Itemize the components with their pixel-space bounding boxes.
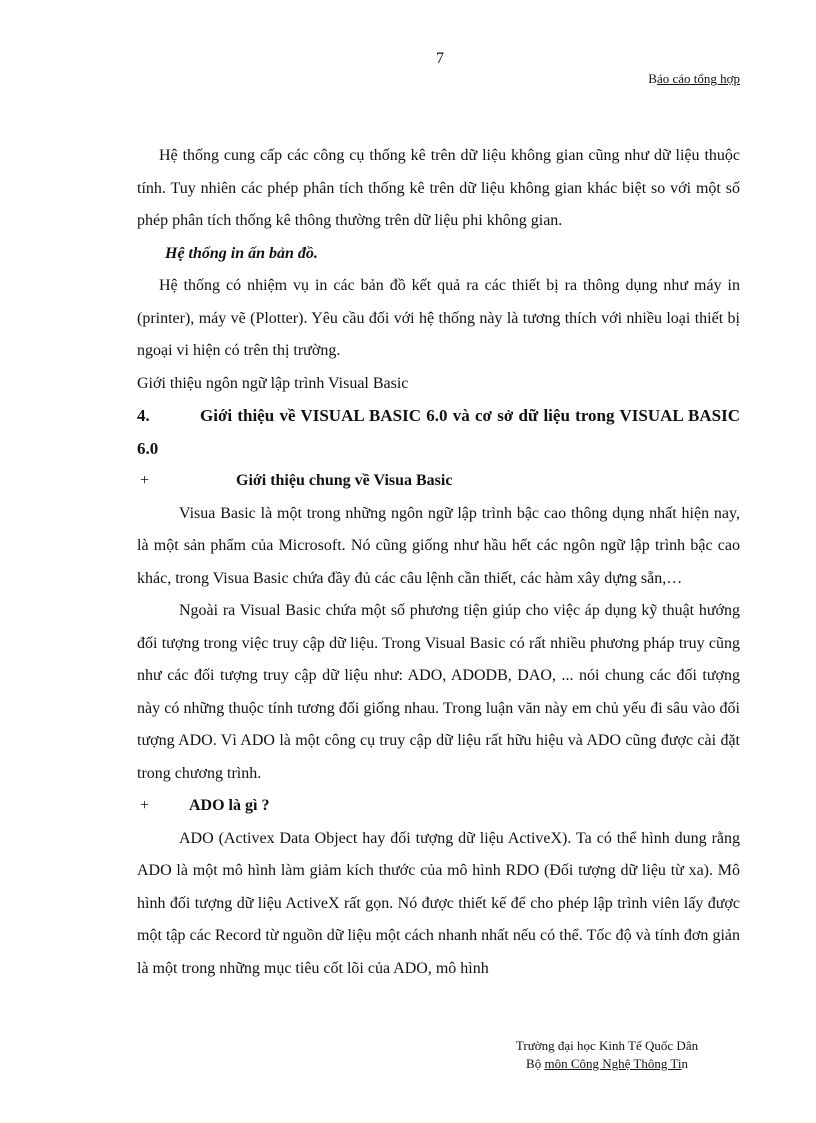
paragraph-printing: Hệ thống có nhiệm vụ in các bản đồ kết quả ra các thiết bị ra thông dụng như máy in (printer), máy vẽ (Plotter). Yêu cầu đối với hệ thống này là tương thích với nhiều loại thiết bị ngoại vi hiện có trên thị trường. (137, 277, 740, 359)
section-heading-4 (137, 400, 740, 465)
footer-department-start: Bộ (526, 1056, 545, 1071)
footer-department-end: n (681, 1056, 688, 1071)
footer-department (497, 1055, 717, 1073)
subheading-ado-text: ADO là gì ? (189, 797, 270, 814)
subheading-ado (137, 790, 740, 823)
header-title-underlined: áo cáo tổng hợp (656, 71, 740, 86)
subheading-vb-general (137, 465, 740, 498)
bullet-plus: + (140, 797, 150, 814)
document-body (137, 140, 740, 985)
paragraph-vb-data-access: Ngoài ra Visual Basic chứa một số phương tiện giúp cho việc áp dụng kỹ thuật hướng đối tượng trong việc truy cập dữ liệu. Trong Visual Basic có rất nhiều phương pháp truy cũng như các đối tượng truy cập dữ liệu như: ADO, ADODB, DAO, ... nói chung các đối tượng này có những thuộc tính tương đối giống nhau. Trong luận văn này em chủ yếu đi sâu vào đối tượng ADO. Vì ADO là một công cụ truy cập dữ liệu rất hữu hiệu và ADO cũng được cài đặt trong chương trình. (137, 602, 740, 782)
bullet-plus: + (140, 472, 150, 489)
header-title (648, 71, 740, 87)
footer (497, 1037, 717, 1073)
subheading-vb-general-text: Giới thiệu chung về Visua Basic (236, 472, 453, 489)
heading-map-printing: Hệ thống in ấn bản đồ. (165, 244, 318, 262)
paragraph-vb-intro: Giới thiệu ngôn ngữ lập trình Visual Basic (137, 374, 409, 392)
section-number: 4. (137, 406, 150, 425)
paragraph-ado: ADO (Activex Data Object hay đối tượng dữ liệu ActiveX). Ta có thể hình dung rằng ADO là một mô hình làm giảm kích thước của mô hình RDO (Đối tượng dữ liệu từ xa). Mô hình đối tượng dữ liệu ActiveX rất gọn. Nó được thiết kế để cho phép lập trình viên lấy được một tập các Record từ nguồn dữ liệu một cách nhanh nhất nếu có thể. Tốc độ và tính đơn giản là một trong những mục tiêu cốt lõi của ADO, mô hình (137, 829, 740, 977)
footer-university: Trường đại học Kinh Tế Quốc Dân (515, 1038, 699, 1053)
page-number: 7 (436, 50, 444, 67)
section-title: Giới thiệu về VISUAL BASIC 6.0 và cơ sở dữ liệu trong VISUAL BASIC 6.0 (137, 406, 740, 458)
footer-department-underlined: môn Công Nghệ Thông Ti (544, 1056, 682, 1071)
paragraph-statistics: Hệ thống cung cấp các công cụ thống kê trên dữ liệu không gian cũng như dữ liệu thuộc tính. Tuy nhiên các phép phân tích thống kê trên dữ liệu không gian khác biệt so với một số phép phân tích thống kê thông thường trên dữ liệu phi không gian. (137, 147, 740, 229)
paragraph-vb-description: Visua Basic là một trong những ngôn ngữ lập trình bậc cao thông dụng nhất hiện nay, là một sản phẩm của Microsoft. Nó cũng giống như hầu hết các ngôn ngữ lập trình bậc cao khác, trong Visua Basic chứa đầy đủ các câu lệnh cần thiết, các hàm xây dựng sẵn,… (137, 504, 740, 587)
header-title-start: B (648, 71, 657, 86)
